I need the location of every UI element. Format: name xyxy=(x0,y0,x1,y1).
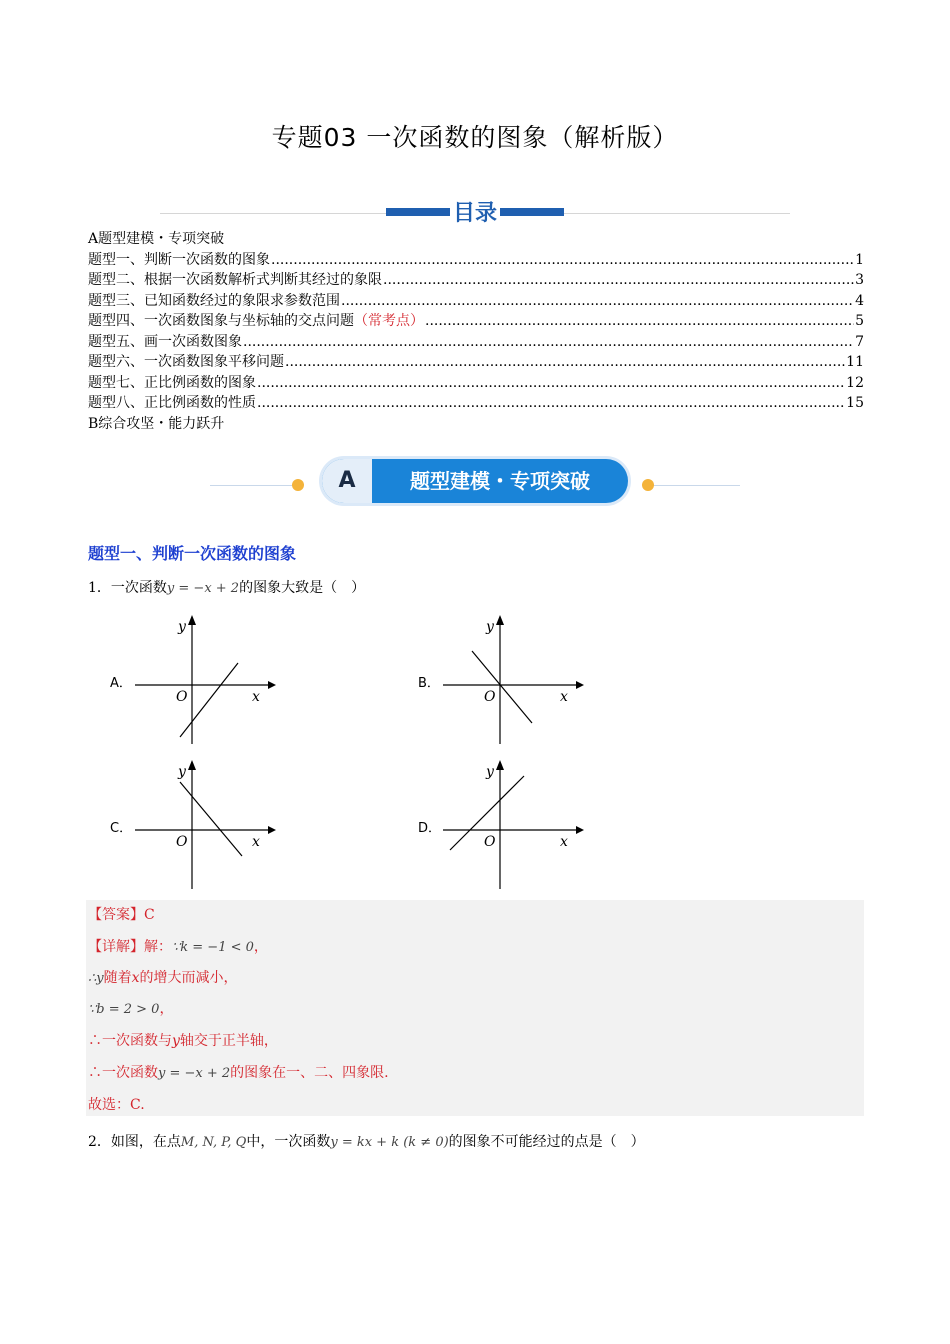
toc-item[interactable]: 题型三、已知函数经过的象限求参数范围 ..... 4 xyxy=(88,291,864,312)
y-axis-arrow xyxy=(496,615,504,625)
banner-line-right xyxy=(652,485,740,486)
banner-pill xyxy=(322,459,628,503)
section-banner xyxy=(0,459,950,505)
toc-item[interactable]: 题型六、一次函数图象平移问题 ..... 11 xyxy=(88,352,864,373)
detail-line-1: 【详解】解：∵k = −1 < 0， xyxy=(88,939,268,955)
banner-dot-left xyxy=(292,479,304,491)
origin-label: O xyxy=(484,689,496,705)
function-line xyxy=(180,782,242,856)
toc-item[interactable]: 题型四、一次函数图象与坐标轴的交点问题 （常考点） ..... 5 xyxy=(88,311,864,332)
detail-tag: 【详解】 xyxy=(88,939,144,955)
detail-line-5: ∴一次函数y = −x + 2的图象在一、二、四象限. xyxy=(88,1065,389,1081)
toc-title: 目录 xyxy=(450,196,500,227)
x-label: x xyxy=(252,689,260,705)
origin-label: O xyxy=(176,834,188,850)
toc-item[interactable]: 题型一、判断一次函数的图象 ..... 1 xyxy=(88,250,864,271)
question-1: 1．一次函数y = −x + 2的图象大致是（ ） xyxy=(88,580,366,596)
origin-label: O xyxy=(484,834,496,850)
points: M, N, P, Q xyxy=(180,1135,247,1150)
detail-line-6: 故选：C. xyxy=(88,1097,145,1113)
x-axis-arrow xyxy=(268,681,276,689)
detail-line-3: ∵b = 2 > 0， xyxy=(88,1001,174,1017)
page-title: 专题03 一次函数的图象（解析版） xyxy=(271,123,679,152)
toc-item[interactable]: 题型七、正比例函数的图象 ..... 12 xyxy=(88,373,864,394)
option-c-label[interactable]: C． xyxy=(110,821,133,836)
function-line xyxy=(472,651,532,723)
y-axis-arrow xyxy=(188,615,196,625)
toc-bar-left xyxy=(386,208,450,216)
section-heading: 题型一、判断一次函数的图象 xyxy=(88,544,297,563)
y-label: y xyxy=(486,764,494,780)
y-label: y xyxy=(178,764,186,780)
toc-item[interactable]: 题型五、画一次函数图象 ..... 7 xyxy=(88,332,864,353)
detail-line-4: ∴一次函数与y轴交于正半轴， xyxy=(88,1033,278,1049)
toc-header xyxy=(0,196,950,232)
banner-text: 题型建模・专项突破 xyxy=(410,469,590,493)
banner-line-left xyxy=(210,485,298,486)
graph-option-a[interactable] xyxy=(130,611,290,746)
question-number: 1． xyxy=(88,580,111,596)
option-b-label[interactable]: B． xyxy=(418,676,440,691)
question-2: 2．如图，在点M, N, P, Q中，一次函数y = kx + k (k ≠ 0)的图象不可能经过的点是（ ） xyxy=(88,1134,645,1150)
x-axis-arrow xyxy=(576,826,584,834)
toc-bar-right xyxy=(500,208,564,216)
frequent-tag: （常考点） xyxy=(354,313,424,329)
banner-badge: A xyxy=(322,459,372,503)
toc-item[interactable]: 题型八、正比例函数的性质 ..... 15 xyxy=(88,393,864,414)
origin-label: O xyxy=(176,689,188,705)
toc-part-b[interactable]: B综合攻坚・能力跃升 xyxy=(88,415,225,432)
graph-option-d[interactable] xyxy=(438,756,598,891)
y-label: y xyxy=(178,619,186,635)
option-d-label[interactable]: D． xyxy=(418,821,442,836)
toc-part-a[interactable]: A题型建模・专项突破 xyxy=(88,231,225,247)
answer-value: C xyxy=(144,907,155,923)
answer-box xyxy=(86,900,864,1116)
y-label: y xyxy=(486,619,494,635)
x-label: x xyxy=(560,689,568,705)
answer-line xyxy=(88,904,155,924)
y-axis-arrow xyxy=(188,760,196,770)
function-line xyxy=(180,663,238,737)
x-label: x xyxy=(252,834,260,850)
option-a-label[interactable]: A． xyxy=(110,676,132,691)
detail-line-2: ∴y随着x的增大而减小， xyxy=(88,970,238,986)
y-axis-arrow xyxy=(496,760,504,770)
question-number: 2． xyxy=(88,1134,111,1150)
formula: y = kx + k (k ≠ 0) xyxy=(330,1135,449,1150)
banner-dot-right xyxy=(642,479,654,491)
x-label: x xyxy=(560,834,568,850)
answer-tag: 【答案】 xyxy=(88,907,144,923)
x-axis-arrow xyxy=(268,826,276,834)
table-of-contents xyxy=(88,229,864,434)
toc-item[interactable]: 题型二、根据一次函数解析式判断其经过的象限 ..... 3 xyxy=(88,270,864,291)
x-axis-arrow xyxy=(576,681,584,689)
formula: y = −x + 2 xyxy=(166,581,240,596)
graph-option-c[interactable] xyxy=(130,756,290,891)
graph-option-b[interactable] xyxy=(438,611,598,746)
